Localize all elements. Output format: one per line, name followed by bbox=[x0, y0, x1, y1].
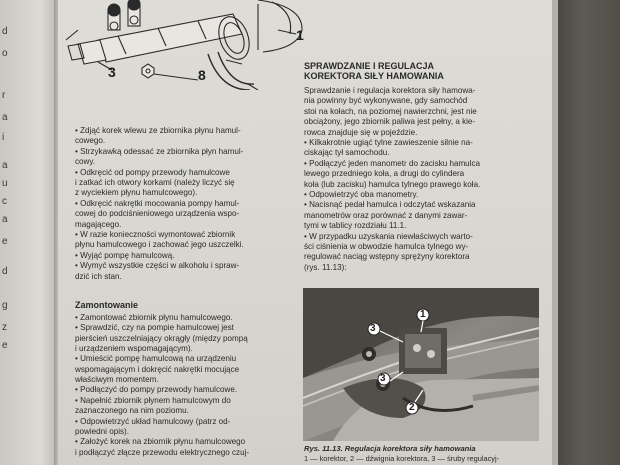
step-line: • Umieścić pompę hamulcową na urządzeniu bbox=[75, 354, 237, 364]
edge-letter: g bbox=[2, 300, 8, 311]
procedure-line: manometrów oraz porównać z danymi zawar- bbox=[304, 210, 468, 220]
step-line: • Strzykawką odessać ze zbiornika płyn hamul- bbox=[75, 146, 244, 156]
edge-letter: a bbox=[2, 214, 8, 225]
step-line: i urządzeniem wspomagającym). bbox=[75, 344, 193, 354]
step-line: pierścień uszczelniający okrągły (między pompą bbox=[75, 333, 248, 343]
procedure-line: stoi na kołach, na poziomej nawierzchni, jest nie bbox=[304, 106, 477, 116]
step-line: • Wymyć wszystkie części w alkoholu i spraw- bbox=[75, 261, 240, 271]
procedure-line: ciskając tył samochodu. bbox=[304, 148, 390, 158]
figure-label-1: 1 bbox=[296, 27, 304, 43]
procedure-line: regulować naciąg wstępny sprężyny korektora bbox=[304, 252, 470, 262]
step-line: • Zamontować zbiornik płynu hamulcowego. bbox=[75, 313, 233, 322]
step-line: • Odkręcić od pompy przewody hamulcowe bbox=[75, 167, 230, 177]
left-page-edge bbox=[0, 0, 58, 465]
photo-label-2: 2 bbox=[409, 402, 415, 413]
step-line: dzić ich stan. bbox=[75, 271, 122, 281]
step-line: właściwym momentem. bbox=[75, 375, 159, 385]
photo-label-3b: 3 bbox=[380, 373, 386, 384]
procedure-line: • Odpowietrzyć oba manometry. bbox=[304, 190, 419, 199]
procedure-line: lewego przedniego koła, a drugi do cylindera bbox=[304, 169, 465, 179]
section-heading-zamontowanie: Zamontowanie bbox=[75, 300, 139, 310]
edge-letter: e bbox=[2, 236, 8, 247]
section-heading-line-2: KOREKTORA SIŁY HAMOWANIA bbox=[304, 71, 444, 81]
step-line: i podłączyć złącze przewodu elektrycznego czuj- bbox=[75, 447, 250, 457]
edge-letter: o bbox=[2, 48, 8, 59]
step-line: • Napełnić zbiornik płynem hamulcowym do bbox=[75, 395, 231, 405]
edge-letter: z bbox=[2, 322, 7, 333]
edge-letter: a bbox=[2, 112, 8, 123]
step-line: cowego. bbox=[75, 136, 106, 146]
procedure-line: (rys. 11.13): bbox=[304, 262, 347, 272]
edge-letter: u bbox=[2, 178, 8, 189]
step-line: • Sprawdzić, czy na pompie hamulcowej jest bbox=[75, 323, 234, 333]
procedure-line: • Nacisnąć pedał hamulca i odczytać wskazania bbox=[304, 200, 476, 210]
procedure-line: • W przypadku uzyskania niewłaściwych warto- bbox=[304, 231, 473, 241]
step-line: • W razie konieczności wymontować zbiornik bbox=[75, 230, 236, 239]
edge-letter: a bbox=[2, 160, 8, 171]
figure-label-3: 3 bbox=[108, 64, 116, 80]
step-line: wspomagającym i dokręcić nakrętki mocujące bbox=[75, 364, 240, 374]
procedure-line: obciążony, jego zbiornik paliwa jest pełny, a kie- bbox=[304, 117, 476, 127]
edge-letter: e bbox=[2, 340, 8, 351]
procedure-line: koła (lub zacisku) hamulca tylnego prawego koła. bbox=[304, 179, 481, 189]
edge-letter: r bbox=[2, 90, 6, 101]
procedure-line: • Kilkakrotnie ugiąć tylne zawieszenie silnie na- bbox=[304, 138, 473, 147]
procedure-line: • Podłączyć jeden manometr do zacisku hamulca bbox=[304, 158, 481, 168]
edge-letter: d bbox=[2, 26, 8, 37]
step-line: i zatkać ich otwory korkami (należy liczyć się bbox=[75, 178, 235, 187]
procedure-line: nia powinny być wykonywane, gdy samochód bbox=[304, 96, 468, 106]
edge-letter: i bbox=[2, 132, 5, 143]
master-cylinder-drawing bbox=[58, 0, 318, 90]
edge-letter: d bbox=[2, 266, 8, 277]
figure-caption-title: Rys. 11.13. Regulacja korektora siły hamowania bbox=[304, 444, 476, 453]
step-line: powiedni opis). bbox=[75, 426, 129, 436]
step-line: cowej do podciśnieniowego urządzenia wspo- bbox=[75, 209, 240, 219]
step-line: • Założyć korek na zbiornik płynu hamulcowego bbox=[75, 437, 246, 447]
procedure-line: Sprawdzanie i regulacja korektora siły hamowa- bbox=[304, 86, 476, 95]
step-line: • Zdjąć korek wlewu ze zbiornika płynu hamul- bbox=[75, 126, 241, 135]
step-line: płynu hamulcowego i zachować jego uszczelki. bbox=[75, 240, 244, 250]
step-line: magającego. bbox=[75, 219, 122, 229]
photo-label-3a: 3 bbox=[370, 323, 376, 334]
procedure-line: tymi w tablicy rozdziału 11.1. bbox=[304, 221, 407, 231]
procedure-line: rowca znajduje się w pojeździe. bbox=[304, 127, 418, 137]
section-heading-line-1: SPRAWDZANIE I REGULACJA bbox=[304, 61, 435, 71]
step-line: • Wyjąć pompę hamulcową. bbox=[75, 250, 175, 260]
step-line: zaznaczonego na nim poziomu. bbox=[75, 406, 189, 416]
photo-label-1: 1 bbox=[420, 309, 426, 320]
step-line: • Odkręcić nakrętki mocowania pompy hamul- bbox=[75, 198, 240, 208]
step-line: cowy. bbox=[75, 157, 96, 167]
background-surface bbox=[556, 0, 620, 465]
procedure-line: ści ciśnienia w obwodzie hamulca tylnego wy- bbox=[304, 242, 469, 251]
step-line: • Podłączyć do pompy przewody hamulcowe. bbox=[75, 385, 238, 395]
figure-caption-legend: 1 — korektor, 2 — dźwignia korektora, 3 — śruby regulacyj- bbox=[304, 454, 500, 463]
page-right-edge bbox=[552, 0, 558, 465]
step-line: z wyciekiem płynu hamulcowego). bbox=[75, 188, 198, 198]
step-line: • Odpowietrzyć układ hamulcowy (patrz od- bbox=[75, 416, 231, 426]
figure-label-8: 8 bbox=[198, 67, 206, 83]
edge-letter: c bbox=[2, 196, 7, 207]
